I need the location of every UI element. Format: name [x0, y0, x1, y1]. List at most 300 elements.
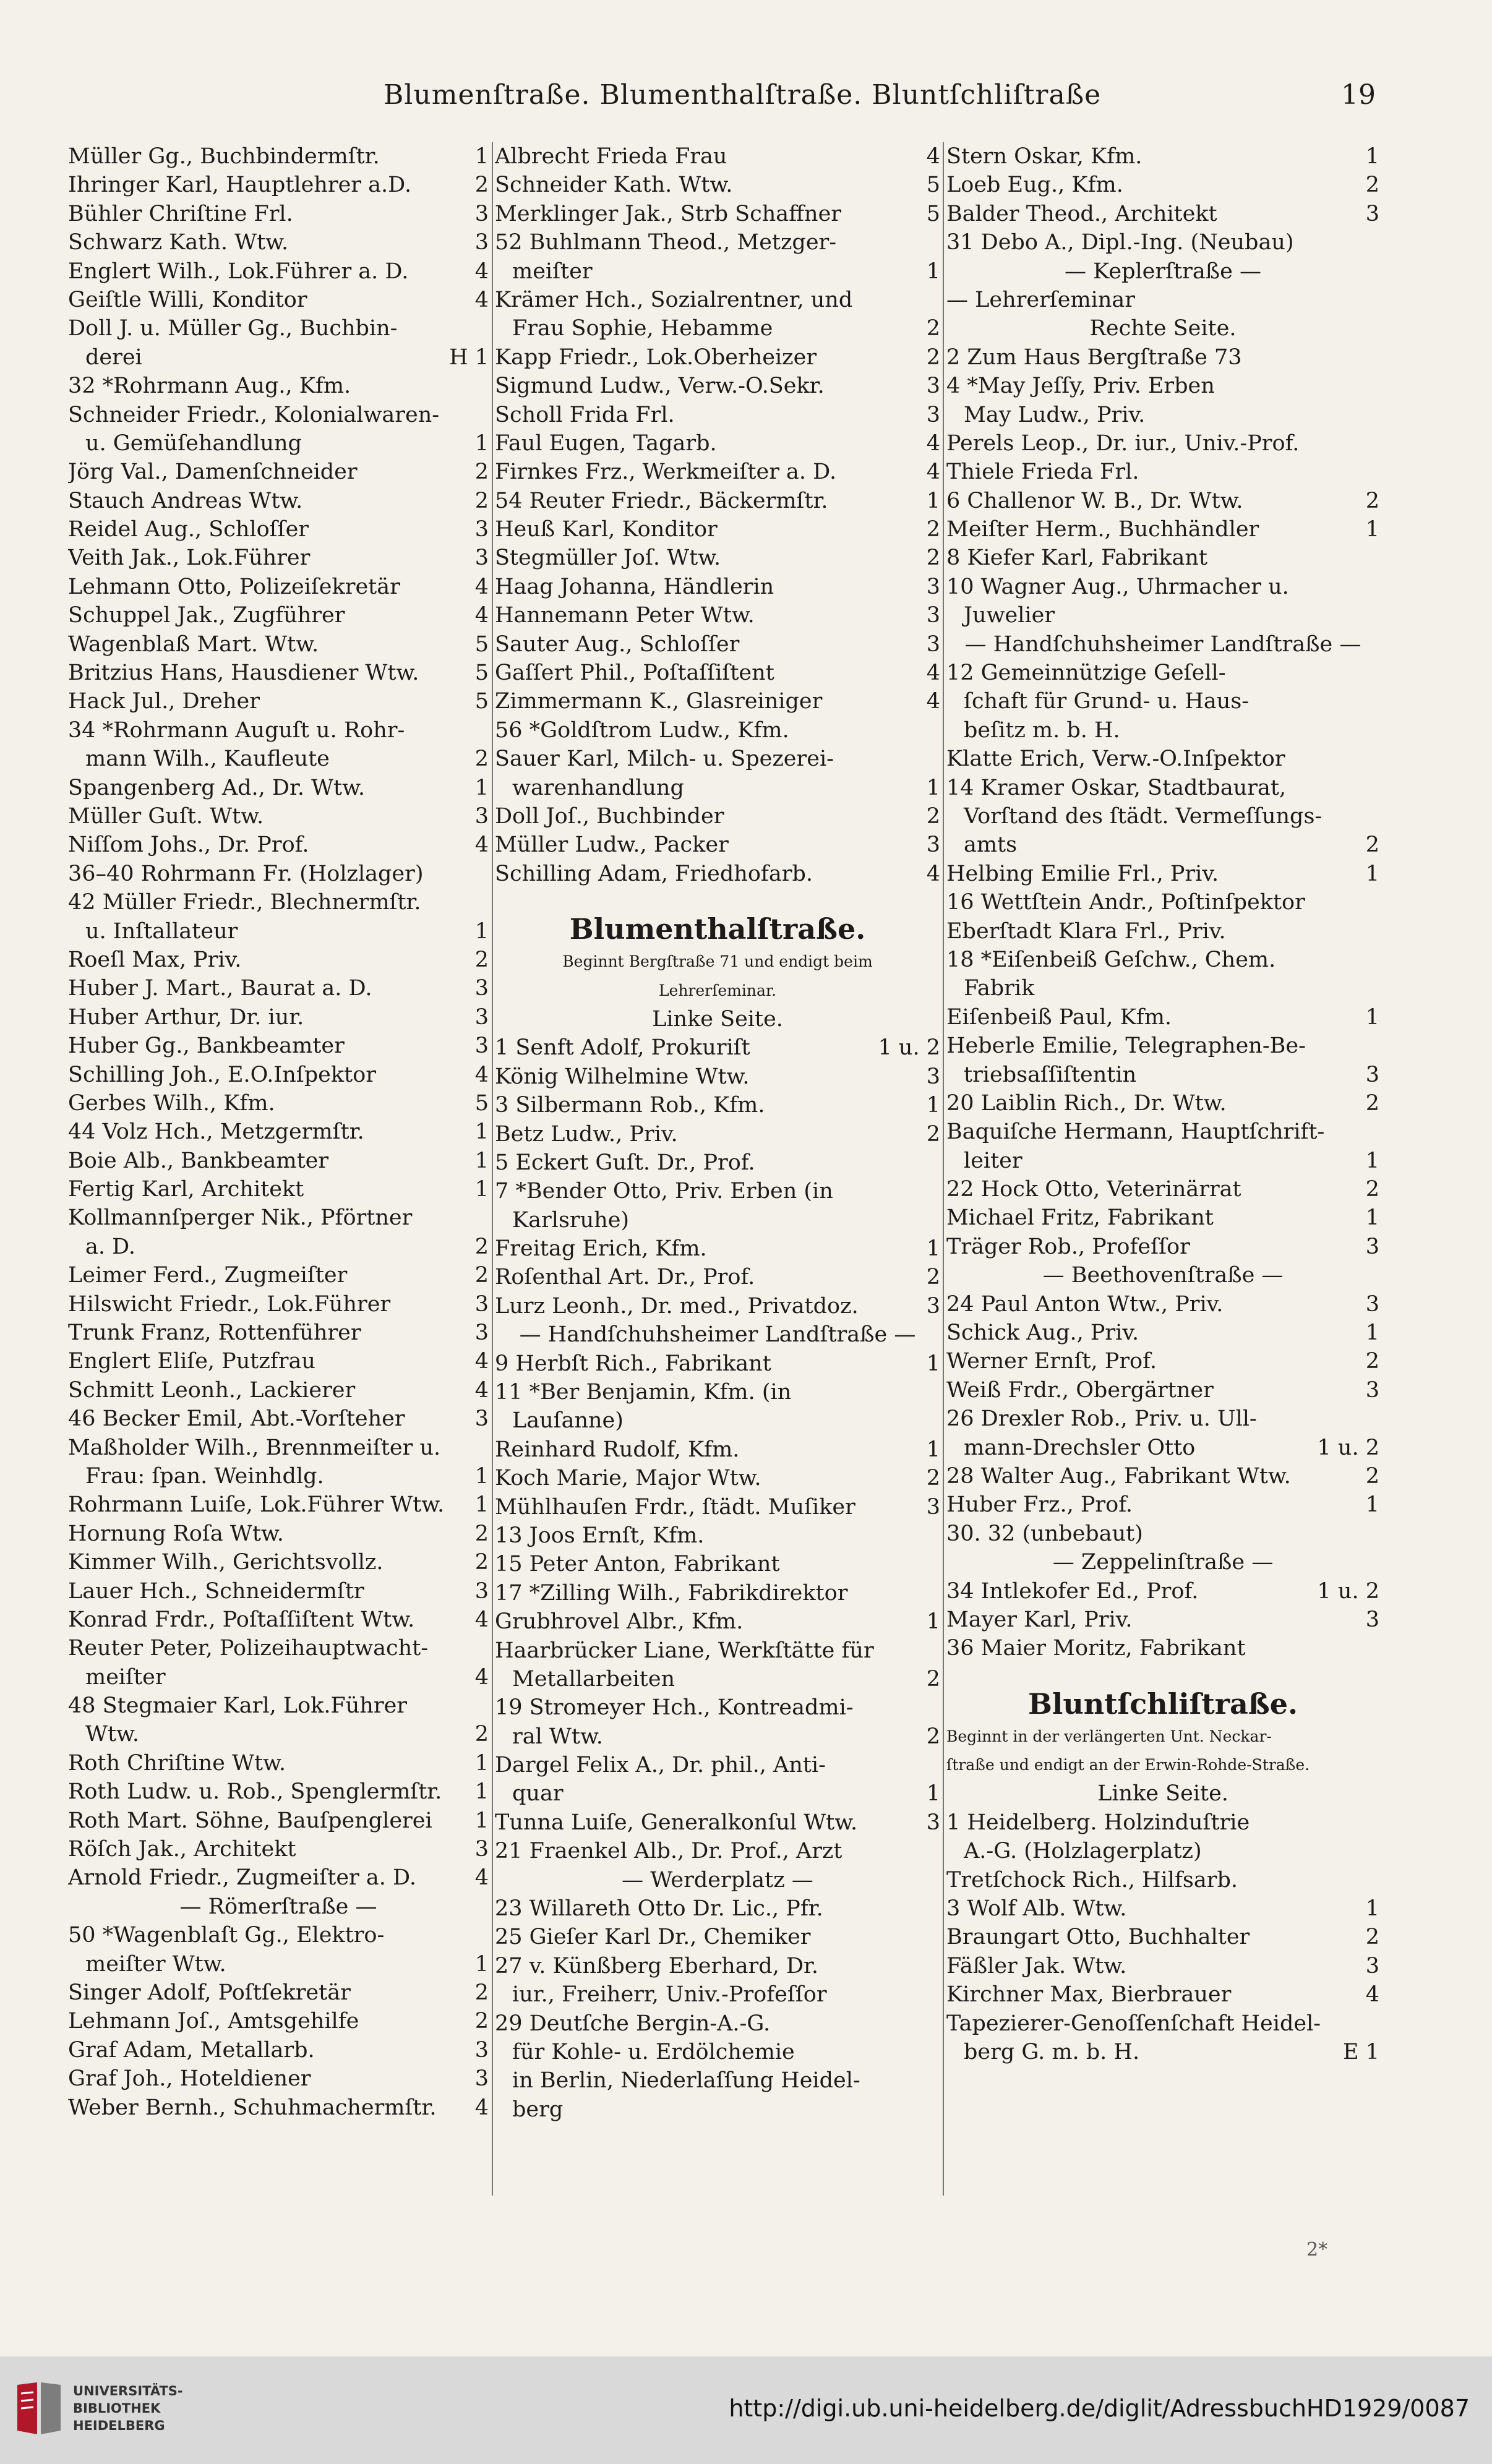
floor-number: 5: [474, 631, 489, 657]
entry-text: Scholl Frida Frl.: [495, 402, 675, 427]
floor-number: 3: [474, 1291, 489, 1317]
directory-entry: [68, 1577, 489, 1606]
entry-text: Schilling Joh., E.O.Inſpektor: [68, 1062, 376, 1087]
street-description: [495, 977, 940, 1005]
section-label: [946, 630, 1379, 659]
directory-entry: [68, 1491, 489, 1519]
entry-text: Roſenthal Art. Dr., Prof.: [495, 1265, 755, 1290]
entry-text: Ihringer Karl, Hauptlehrer a.D.: [68, 173, 412, 198]
floor-number: 1: [1365, 1205, 1379, 1231]
entry-text: iur., Freiherr, Univ.-Profeſſor: [512, 1982, 827, 2008]
permalink-url[interactable]: http://digi.ub.uni-heidelberg.de/diglit/AdressbuchHD1929/0087: [729, 2395, 1470, 2422]
entry-text: Kollmannſperger Nik., Pförtner: [68, 1205, 413, 1231]
directory-entry: [68, 1061, 489, 1089]
directory-entry: [495, 1980, 940, 2009]
directory-entry: [495, 831, 940, 859]
floor-number: 3: [926, 631, 940, 657]
directory-entry: [946, 343, 1379, 372]
directory-entry: [68, 946, 489, 974]
entry-text: — Werderplatz —: [622, 1867, 813, 1893]
entry-text: Michael Fritz, Fabrikant: [946, 1205, 1214, 1231]
entry-text: Sauer Karl, Milch- u. Spezerei-: [495, 746, 834, 772]
floor-number: 3: [926, 603, 940, 628]
floor-number: 1: [474, 1177, 489, 1202]
entry-text: Reidel Aug., Schloſſer: [68, 517, 309, 542]
entry-text: Schuppel Jak., Zugführer: [68, 603, 345, 628]
street-heading: [946, 1685, 1379, 1722]
floor-number: 2: [1365, 832, 1379, 858]
floor-number: 1 u. 2: [1317, 1578, 1379, 1604]
floor-number: 3: [1365, 1607, 1379, 1632]
entry-text: 4 *May Jeſſy, Priv. Erben: [946, 374, 1215, 399]
directory-entry: [946, 888, 1379, 917]
entry-text: Roeſl Max, Priv.: [68, 947, 242, 972]
floor-number: 2: [1365, 1090, 1379, 1116]
floor-number: 1: [926, 1609, 940, 1635]
directory-entry: [495, 1206, 940, 1234]
signature-mark: 2*: [1306, 2239, 1328, 2261]
directory-entry: [495, 171, 940, 199]
entry-text: Klatte Erich, Verw.-O.Inſpektor: [946, 746, 1285, 772]
floor-number: 3: [926, 832, 940, 858]
library-name-line3: HEIDELBERG: [73, 2418, 165, 2433]
entry-text: Heberle Emilie, Telegraphen-Be-: [946, 1033, 1306, 1059]
directory-entry: [946, 1204, 1379, 1232]
floor-number: 5: [926, 201, 940, 226]
entry-text: 15 Peter Anton, Fabrikant: [495, 1552, 780, 1577]
entry-text: meiſter: [85, 1664, 166, 1690]
floor-number: 1: [1365, 1896, 1379, 1922]
directory-entry: [68, 1290, 489, 1319]
floor-number: 1: [474, 918, 489, 944]
floor-number: 1: [474, 1779, 489, 1805]
directory-entry: [946, 458, 1379, 486]
floor-number: 2: [1365, 1463, 1379, 1489]
entry-text: u. Inſtallateur: [85, 918, 238, 944]
entry-text: Wagenblaß Mart. Wtw.: [68, 631, 319, 657]
floor-number: 3: [474, 1837, 489, 1862]
entry-text: 13 Joos Ernſt, Kfm.: [495, 1523, 705, 1548]
directory-entry: [946, 228, 1379, 257]
directory-entry: [495, 659, 940, 687]
entry-text: meiſter Wtw.: [85, 1951, 226, 1977]
floor-number: 2: [1365, 173, 1379, 198]
floor-number: 4: [474, 574, 489, 599]
directory-entry: [68, 544, 489, 572]
floor-number: 3: [926, 374, 940, 399]
directory-entry: [495, 1665, 940, 1693]
floor-number: 2: [926, 1724, 940, 1749]
directory-entry: [946, 2009, 1379, 2038]
floor-number: 1: [1365, 1492, 1379, 1518]
entry-text: ſchaft für Grund- u. Haus-: [964, 689, 1250, 714]
entry-text: triebsaſſiſtentin: [964, 1062, 1137, 1087]
floor-number: 1: [474, 1119, 489, 1145]
entry-text: Zimmermann K., Glasreiniger: [495, 689, 823, 714]
floor-number: 1: [1365, 1320, 1379, 1346]
directory-entry: [68, 716, 489, 745]
entry-text: 48 Stegmaier Karl, Lok.Führer: [68, 1693, 408, 1719]
floor-number: 2: [474, 1521, 489, 1546]
entry-text: Doll J. u. Müller Gg., Buchbin-: [68, 316, 398, 341]
entry-text: derei: [85, 344, 142, 370]
directory-entry: [495, 257, 940, 286]
entry-text: 21 Fraenkel Alb., Dr. Prof., Arzt: [495, 1839, 842, 1864]
directory-entry: [495, 1952, 940, 1980]
directory-entry: [946, 1606, 1379, 1634]
entry-text: Albrecht Frieda Frau: [495, 144, 727, 169]
entry-text: 54 Reuter Friedr., Bäckermſtr.: [495, 488, 828, 513]
entry-text: 28 Walter Aug., Fabrikant Wtw.: [946, 1463, 1291, 1489]
directory-entry: [68, 228, 489, 257]
section-label: [946, 1548, 1379, 1576]
floor-number: 2: [926, 316, 940, 341]
floor-number: 4: [926, 144, 940, 169]
floor-number: 3: [1365, 201, 1379, 226]
floor-number: 1: [926, 1236, 940, 1262]
floor-number: 3: [926, 402, 940, 427]
entry-text: Lurz Leonh., Dr. med., Privatdoz.: [495, 1293, 859, 1319]
entry-text: 10 Wagner Aug., Uhrmacher u.: [946, 574, 1289, 599]
entry-text: Karlsruhe): [512, 1207, 630, 1233]
directory-entry: [946, 171, 1379, 199]
floor-number: 2: [474, 460, 489, 485]
directory-entry: [946, 1462, 1379, 1491]
entry-text: 1 Heidelberg. Holzinduſtrie: [946, 1810, 1250, 1835]
entry-text: Frau: ſpan. Weinhdlg.: [85, 1463, 324, 1489]
entry-text: 9 Herbſt Rich., Fabrikant: [495, 1351, 771, 1376]
directory-entry: [495, 429, 940, 458]
entry-text: leiter: [964, 1148, 1023, 1173]
floor-number: 4: [926, 689, 940, 714]
directory-entry: [946, 544, 1379, 572]
entry-text: Maßholder Wilh., Brennmeiſter u.: [68, 1435, 441, 1460]
floor-number: 4: [474, 1349, 489, 1374]
entry-text: Stern Oskar, Kfm.: [946, 144, 1143, 169]
directory-entry: [495, 1722, 940, 1751]
entry-text: 36 Maier Moritz, Fabrikant: [946, 1636, 1246, 1661]
directory-entry: [495, 343, 940, 372]
floor-number: 3: [926, 1064, 940, 1089]
floor-number: 5: [926, 173, 940, 198]
directory-entry: [495, 314, 940, 343]
directory-entry: [495, 1808, 940, 1837]
entry-text: 29 Deutſche Bergin-A.-G.: [495, 2011, 771, 2036]
directory-entry: [68, 1434, 489, 1462]
entry-text: Koch Marie, Major Wtw.: [495, 1466, 761, 1491]
entry-text: Fäßler Jak. Wtw.: [946, 1953, 1127, 1978]
directory-entry: [68, 487, 489, 515]
directory-entry: [495, 1550, 940, 1578]
directory-entry: [946, 515, 1379, 544]
directory-entry: [68, 200, 489, 228]
directory-entry: [68, 314, 489, 343]
floor-number: 2: [474, 1980, 489, 2005]
floor-number: 1: [474, 144, 489, 169]
entry-text: 12 Gemeinnützige Geſell-: [946, 661, 1226, 686]
floor-number: 1: [1365, 1004, 1379, 1030]
floor-number: 2: [474, 1263, 489, 1288]
floor-number: 4: [926, 430, 940, 456]
floor-number: 3: [474, 545, 489, 571]
floor-number: E 1: [1343, 2040, 1379, 2064]
directory-entry: [495, 1177, 940, 1205]
entry-text: Reuter Peter, Polizeihauptwacht-: [68, 1636, 429, 1661]
entry-text: Krämer Hch., Sozialrentner, und: [495, 287, 853, 312]
entry-text: Rechte Seite.: [1089, 316, 1237, 341]
directory-entry: [495, 1063, 940, 1091]
directory-entry: [68, 1863, 489, 1892]
floor-number: 2: [474, 2009, 489, 2034]
entry-text: Juwelier: [964, 603, 1055, 628]
entry-text: Reinhard Rudolf, Kfm.: [495, 1437, 740, 1462]
floor-number: 1: [474, 1463, 489, 1489]
floor-number: 1: [474, 775, 489, 800]
entry-text: quar: [512, 1781, 564, 1807]
entry-text: Niſſom Johs., Dr. Prof.: [68, 832, 309, 858]
entry-text: Metallarbeiten: [512, 1666, 675, 1692]
directory-entry: [495, 1693, 940, 1722]
directory-entry: [68, 1777, 489, 1806]
directory-entry: [495, 1636, 940, 1665]
entry-text: Schneider Friedr., Kolonialwaren-: [68, 402, 440, 427]
entry-text: Kirchner Max, Bierbrauer: [946, 1982, 1232, 2008]
floor-number: 4: [926, 861, 940, 886]
entry-text: Englert Wilh., Lok.Führer a. D.: [68, 259, 409, 284]
floor-number: 1: [474, 1951, 489, 1977]
entry-text: — Keplerſtraße —: [1065, 259, 1261, 284]
directory-entry: [946, 573, 1379, 601]
entry-text: Dargel Felix A., Dr. phil., Anti-: [495, 1753, 826, 1778]
directory-entry: [946, 1980, 1379, 2009]
directory-entry: [68, 1405, 489, 1433]
entry-text: amts: [964, 832, 1018, 858]
section-label: [946, 1261, 1379, 1290]
entry-text: Lauer Hch., Schneidermſtr: [68, 1578, 364, 1604]
directory-entry: [68, 372, 489, 400]
directory-entry: [68, 630, 489, 659]
directory-entry: [68, 515, 489, 544]
floor-number: 3: [926, 1293, 940, 1319]
running-title: Blumenſtraße. Blumenthalſtraße. Bluntſchliſtraße: [384, 79, 1102, 111]
entry-text: Roth Ludw. u. Rob., Spenglermſtr.: [68, 1779, 442, 1805]
entry-text: 44 Volz Hch., Metzgermſtr.: [68, 1119, 364, 1145]
floor-number: 4: [474, 287, 489, 312]
floor-number: 1: [1365, 861, 1379, 886]
directory-entry: [68, 1089, 489, 1118]
entry-text: Werner Ernſt, Prof.: [946, 1349, 1157, 1374]
column-left: [68, 142, 489, 2208]
directory-entry: [68, 659, 489, 687]
directory-entry: [946, 487, 1379, 515]
directory-entry: [68, 458, 489, 486]
floor-number: 3: [1365, 1234, 1379, 1259]
directory-entry: [68, 2064, 489, 2093]
floor-number: 2: [926, 517, 940, 542]
entry-text: 2 Zum Haus Bergſtraße 73: [946, 344, 1242, 370]
entry-text: 26 Drexler Rob., Priv. u. Ull-: [946, 1406, 1257, 1432]
floor-number: 4: [926, 460, 940, 485]
floor-number: 4: [474, 1377, 489, 1403]
directory-entry: [495, 1292, 940, 1320]
entry-text: Lehrerſeminar.: [658, 981, 777, 999]
entry-text: 42 Müller Friedr., Blechnermſtr.: [68, 890, 421, 915]
entry-text: 16 Wettſtein Andr., Poſtinſpektor: [946, 890, 1305, 915]
entry-text: Braungart Otto, Buchhalter: [946, 1925, 1250, 1950]
directory-entry: [946, 745, 1379, 773]
column-middle: [495, 142, 940, 2208]
entry-text: Merklinger Jak., Strb Schaffner: [495, 201, 842, 226]
entry-text: Weiß Frdr., Obergärtner: [946, 1377, 1214, 1403]
directory-entry: [946, 1634, 1379, 1662]
directory-entry: [495, 1033, 940, 1062]
directory-entry: [68, 401, 489, 429]
directory-entry: [495, 1894, 940, 1923]
entry-text: — Handſchuhsheimer Landſtraße —: [964, 631, 1361, 657]
directory-entry: [68, 1978, 489, 2007]
entry-text: 46 Becker Emil, Abt.-Vorſteher: [68, 1406, 405, 1432]
floor-number: 2: [474, 947, 489, 972]
entry-text: warenhandlung: [512, 775, 684, 800]
directory-entry: [495, 401, 940, 429]
entry-text: Thiele Frieda Frl.: [946, 460, 1139, 485]
directory-entry: [68, 1749, 489, 1777]
entry-text: Frau Sophie, Hebamme: [512, 316, 773, 341]
directory-entry: [946, 802, 1379, 831]
entry-text: 52 Buhlmann Theod., Metzger-: [495, 230, 837, 255]
directory-entry: [68, 1520, 489, 1548]
entry-text: Arnold Friedr., Zugmeiſter a. D.: [68, 1865, 416, 1891]
directory-entry: [495, 774, 940, 802]
floor-number: 2: [1365, 488, 1379, 513]
directory-entry: [946, 1118, 1379, 1146]
floor-number: 3: [474, 1033, 489, 1059]
directory-entry: [495, 487, 940, 515]
street-description: [946, 1751, 1379, 1779]
entry-text: 23 Willareth Otto Dr. Lic., Pfr.: [495, 1896, 823, 1922]
floor-number: 1: [474, 1808, 489, 1833]
floor-number: 3: [1365, 1953, 1379, 1978]
floor-number: 1: [474, 1492, 489, 1518]
entry-text: Stegmüller Joſ. Wtw.: [495, 545, 721, 571]
entry-text: Spangenberg Ad., Dr. Wtw.: [68, 775, 366, 800]
floor-number: 1: [926, 259, 940, 284]
directory-entry: [68, 286, 489, 314]
entry-text: 24 Paul Anton Wtw., Priv.: [946, 1291, 1224, 1317]
entry-text: Müller Gg., Buchbindermſtr.: [68, 144, 380, 169]
floor-number: 1 u. 2: [878, 1035, 940, 1061]
directory-entry: [68, 171, 489, 199]
directory-entry: [68, 1347, 489, 1375]
library-name-line1: UNIVERSITÄTS-: [73, 2384, 183, 2398]
floor-number: 3: [474, 201, 489, 226]
floor-number: 5: [474, 1090, 489, 1116]
entry-text: Loeb Eug., Kfm.: [946, 173, 1123, 198]
entry-text: Kapp Friedr., Lok.Oberheizer: [495, 344, 817, 370]
entry-text: 7 *Bender Otto, Priv. Erben (in: [495, 1179, 833, 1204]
entry-text: 34 Intlekofer Ed., Prof.: [946, 1578, 1199, 1604]
directory-entry: [495, 601, 940, 630]
entry-text: Tretſchock Rich., Hilfsarb.: [946, 1867, 1238, 1893]
directory-entry: [68, 802, 489, 831]
directory-entry: [495, 630, 940, 659]
entry-text: Graf Adam, Metallarb.: [68, 2037, 315, 2063]
section-label: [495, 1005, 940, 1033]
entry-text: Boie Alb., Bankbeamter: [68, 1148, 329, 1173]
directory-entry: [495, 228, 940, 257]
directory-entry: [68, 1692, 489, 1720]
directory-entry: [68, 573, 489, 601]
directory-entry: [495, 1521, 940, 1550]
floor-number: 4: [474, 1062, 489, 1087]
floor-number: 3: [926, 574, 940, 599]
entry-text: 8 Kiefer Karl, Fabrikant: [946, 545, 1207, 571]
floor-number: 1: [926, 1437, 940, 1462]
floor-number: H 1: [449, 344, 489, 370]
directory-entry: [68, 1376, 489, 1405]
directory-entry: [946, 1290, 1379, 1319]
entry-text: 31 Debo A., Dipl.-Ing. (Neubau): [946, 230, 1294, 255]
floor-number: 1: [1365, 1148, 1379, 1173]
directory-entry: [946, 1894, 1379, 1923]
floor-number: 4: [926, 661, 940, 686]
entry-text: Baquiſche Hermann, Hauptſchrift-: [946, 1119, 1325, 1145]
directory-entry: [495, 458, 940, 486]
directory-entry: [495, 544, 940, 572]
directory-entry: [68, 1835, 489, 1863]
entry-text: a. D.: [85, 1234, 136, 1259]
directory-entry: [68, 1921, 489, 1949]
floor-number: 4: [474, 2095, 489, 2120]
floor-number: 2: [474, 746, 489, 772]
section-label: [946, 314, 1379, 343]
directory-entry: [495, 1493, 940, 1521]
directory-entry: [946, 401, 1379, 429]
directory-entry: [495, 1779, 940, 1808]
entry-text: 18 *Eiſenbeiß Geſchw., Chem.: [946, 947, 1276, 972]
directory-entry: [946, 601, 1379, 630]
entry-text: 17 *Zilling Wilh., Fabrikdirektor: [495, 1580, 848, 1606]
directory-entry: [946, 774, 1379, 802]
directory-entry: [946, 946, 1379, 974]
entry-text: berg G. m. b. H.: [964, 2040, 1140, 2064]
entry-text: Singer Adolf, Poſtſekretär: [68, 1980, 351, 2005]
entry-text: Jörg Val., Damenſchneider: [68, 460, 358, 485]
directory-entry: [946, 687, 1379, 716]
entry-text: 1 Senft Adolf, Prokuriſt: [495, 1035, 750, 1061]
entry-text: Graf Joh., Hoteldiener: [68, 2066, 311, 2092]
directory-entry: [946, 372, 1379, 400]
directory-entry: [495, 1579, 940, 1607]
directory-entry: [946, 1866, 1379, 1894]
entry-text: Hornung Roſa Wtw.: [68, 1521, 284, 1546]
column-divider: [943, 142, 944, 2196]
directory-entry: [68, 1950, 489, 1978]
entry-text: Schneider Kath. Wtw.: [495, 173, 733, 198]
floor-number: 1: [474, 1750, 489, 1776]
entry-text: Bluntſchliſtraße.: [1028, 1687, 1298, 1721]
entry-text: Linke Seite.: [1097, 1781, 1228, 1807]
entry-text: Fabrik: [964, 976, 1035, 1001]
floor-number: 3: [926, 1494, 940, 1520]
entry-text: Fertig Karl, Architekt: [68, 1177, 304, 1202]
entry-text: Blumenthalſtraße.: [569, 912, 866, 946]
directory-entry: [495, 372, 940, 400]
directory-entry: [946, 1319, 1379, 1347]
entry-text: Doll Joſ., Buchbinder: [495, 803, 724, 829]
entry-text: Trunk Franz, Rottenführer: [68, 1320, 361, 1346]
entry-text: — Römerſtraße —: [179, 1894, 377, 1919]
